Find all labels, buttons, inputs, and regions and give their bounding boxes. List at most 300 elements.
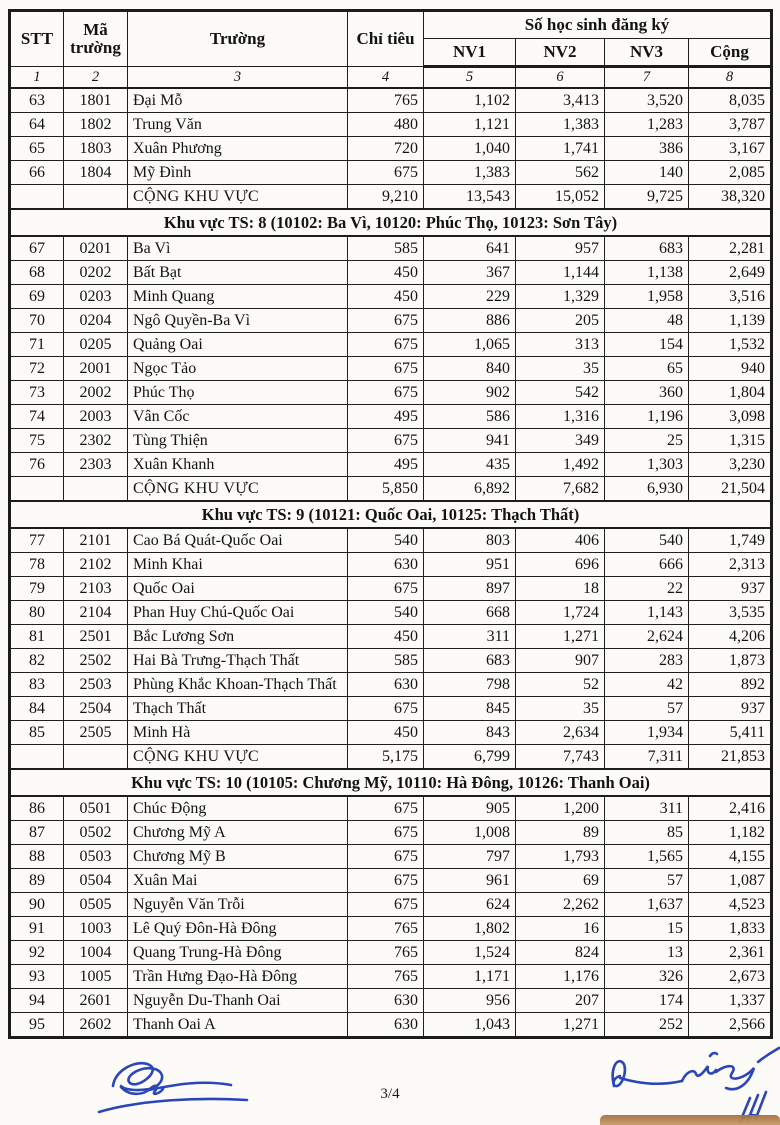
cell-school-code: 2104 bbox=[64, 601, 128, 625]
cell-school-code: 0502 bbox=[64, 821, 128, 845]
school-row bbox=[10, 649, 772, 673]
cell-total: 3,787 bbox=[689, 113, 772, 137]
cell-school-code: 2102 bbox=[64, 553, 128, 577]
cell-nv1: 840 bbox=[424, 357, 516, 381]
cell-school-code: 1003 bbox=[64, 917, 128, 941]
cell-school-name: Ngô Quyền-Ba Vì bbox=[128, 309, 348, 333]
school-row bbox=[10, 697, 772, 721]
cell-stt: 64 bbox=[10, 113, 64, 137]
cell-nv3: 360 bbox=[605, 381, 689, 405]
cell-quota: 450 bbox=[348, 285, 424, 309]
cell-nv3: 140 bbox=[605, 161, 689, 185]
cell-nv1: 1,524 bbox=[424, 941, 516, 965]
school-row bbox=[10, 869, 772, 893]
cell-nv2: 1,724 bbox=[516, 601, 605, 625]
cell-school-name: Xuân Phương bbox=[128, 137, 348, 161]
school-row bbox=[10, 381, 772, 405]
school-row bbox=[10, 625, 772, 649]
cell-nv1: 905 bbox=[424, 796, 516, 821]
cell-nv1: 1,040 bbox=[424, 137, 516, 161]
cell-nv1: 1,171 bbox=[424, 965, 516, 989]
cell-school-name: Chương Mỹ B bbox=[128, 845, 348, 869]
cell-nv2: 1,271 bbox=[516, 1013, 605, 1038]
school-row bbox=[10, 309, 772, 333]
cell-school-code: 1004 bbox=[64, 941, 128, 965]
cell-nv1: 797 bbox=[424, 845, 516, 869]
cell-total: 38,320 bbox=[689, 185, 772, 210]
cell-school-code bbox=[64, 477, 128, 502]
cell-stt: 78 bbox=[10, 553, 64, 577]
cell-school-code: 2504 bbox=[64, 697, 128, 721]
cell-nv1: 311 bbox=[424, 625, 516, 649]
cell-school-name: Chương Mỹ A bbox=[128, 821, 348, 845]
cell-school-name: Minh Hà bbox=[128, 721, 348, 745]
cell-total: 21,504 bbox=[689, 477, 772, 502]
cell-nv1: 1,043 bbox=[424, 1013, 516, 1038]
cell-stt: 89 bbox=[10, 869, 64, 893]
col-header-total: Cộng bbox=[689, 39, 772, 67]
cell-stt: 75 bbox=[10, 429, 64, 453]
section-header-label: Khu vực TS: 8 (10102: Ba Vì, 10120: Phúc Thọ, 10123: Sơn Tây) bbox=[10, 209, 772, 236]
cell-quota: 675 bbox=[348, 161, 424, 185]
cell-nv1: 683 bbox=[424, 649, 516, 673]
cell-quota: 720 bbox=[348, 137, 424, 161]
cell-nv2: 406 bbox=[516, 528, 605, 553]
cell-school-code: 0504 bbox=[64, 869, 128, 893]
cell-region-total-label: CỘNG KHU VỰC bbox=[128, 477, 348, 502]
col-header-quota: Chỉ tiêu bbox=[348, 11, 424, 67]
cell-nv3: 1,565 bbox=[605, 845, 689, 869]
school-row bbox=[10, 113, 772, 137]
cell-nv2: 1,200 bbox=[516, 796, 605, 821]
cell-nv2: 957 bbox=[516, 236, 605, 261]
cell-school-code: 2505 bbox=[64, 721, 128, 745]
cell-nv3: 48 bbox=[605, 309, 689, 333]
cell-nv2: 52 bbox=[516, 673, 605, 697]
cell-quota: 480 bbox=[348, 113, 424, 137]
cell-stt: 81 bbox=[10, 625, 64, 649]
cell-nv1: 803 bbox=[424, 528, 516, 553]
cell-nv1: 668 bbox=[424, 601, 516, 625]
col-index-2: 2 bbox=[64, 67, 128, 89]
cell-quota: 675 bbox=[348, 357, 424, 381]
cell-total: 892 bbox=[689, 673, 772, 697]
cell-nv2: 35 bbox=[516, 697, 605, 721]
school-row bbox=[10, 721, 772, 745]
signature-left-icon bbox=[85, 1056, 255, 1120]
signature-right bbox=[598, 1040, 780, 1125]
school-row bbox=[10, 845, 772, 869]
cell-school-name: Thạch Thất bbox=[128, 697, 348, 721]
table-body bbox=[10, 88, 772, 1038]
cell-nv2: 562 bbox=[516, 161, 605, 185]
cell-quota: 495 bbox=[348, 453, 424, 477]
cell-nv1: 902 bbox=[424, 381, 516, 405]
school-row bbox=[10, 796, 772, 821]
cell-nv3: 666 bbox=[605, 553, 689, 577]
cell-school-name: Xuân Mai bbox=[128, 869, 348, 893]
school-row bbox=[10, 528, 772, 553]
cell-school-code: 0503 bbox=[64, 845, 128, 869]
cell-stt: 77 bbox=[10, 528, 64, 553]
col-index-4: 4 bbox=[348, 67, 424, 89]
cell-nv3: 252 bbox=[605, 1013, 689, 1038]
cell-school-name: Trung Văn bbox=[128, 113, 348, 137]
school-row bbox=[10, 989, 772, 1013]
cell-school-code: 0505 bbox=[64, 893, 128, 917]
col-header-school: Trường bbox=[128, 11, 348, 67]
col-header-nv3: NV3 bbox=[605, 39, 689, 67]
cell-nv1: 229 bbox=[424, 285, 516, 309]
cell-school-code: 2302 bbox=[64, 429, 128, 453]
cell-total: 1,315 bbox=[689, 429, 772, 453]
school-row bbox=[10, 405, 772, 429]
cell-nv2: 696 bbox=[516, 553, 605, 577]
cell-region-total-label: CỘNG KHU VỰC bbox=[128, 185, 348, 210]
cell-nv1: 1,065 bbox=[424, 333, 516, 357]
section-header-label: Khu vực TS: 10 (10105: Chương Mỹ, 10110: Hà Đông, 10126: Thanh Oai) bbox=[10, 769, 772, 796]
cell-school-name: Hai Bà Trưng-Thạch Thất bbox=[128, 649, 348, 673]
cell-total: 2,085 bbox=[689, 161, 772, 185]
cell-nv2: 1,383 bbox=[516, 113, 605, 137]
cell-school-code: 0203 bbox=[64, 285, 128, 309]
cell-nv2: 1,176 bbox=[516, 965, 605, 989]
cell-total: 3,516 bbox=[689, 285, 772, 309]
cell-nv2: 824 bbox=[516, 941, 605, 965]
region-total-row bbox=[10, 185, 772, 210]
cell-quota: 630 bbox=[348, 989, 424, 1013]
cell-quota: 675 bbox=[348, 845, 424, 869]
cell-total: 2,313 bbox=[689, 553, 772, 577]
cell-nv3: 25 bbox=[605, 429, 689, 453]
cell-stt: 86 bbox=[10, 796, 64, 821]
cell-quota: 585 bbox=[348, 649, 424, 673]
cell-total: 2,566 bbox=[689, 1013, 772, 1038]
cell-quota: 675 bbox=[348, 381, 424, 405]
cell-stt: 84 bbox=[10, 697, 64, 721]
cell-school-code: 1803 bbox=[64, 137, 128, 161]
cell-school-name: Bắc Lương Sơn bbox=[128, 625, 348, 649]
column-index-row bbox=[10, 67, 772, 89]
cell-nv1: 897 bbox=[424, 577, 516, 601]
cell-school-name: Tùng Thiện bbox=[128, 429, 348, 453]
cell-total: 940 bbox=[689, 357, 772, 381]
cell-quota: 675 bbox=[348, 821, 424, 845]
cell-stt: 76 bbox=[10, 453, 64, 477]
cell-total: 2,673 bbox=[689, 965, 772, 989]
cell-school-code: 2601 bbox=[64, 989, 128, 1013]
cell-quota: 540 bbox=[348, 601, 424, 625]
cell-nv3: 1,138 bbox=[605, 261, 689, 285]
cell-stt: 63 bbox=[10, 88, 64, 113]
cell-nv1: 886 bbox=[424, 309, 516, 333]
cell-school-name: Minh Quang bbox=[128, 285, 348, 309]
cell-stt: 80 bbox=[10, 601, 64, 625]
cell-nv1: 941 bbox=[424, 429, 516, 453]
cell-quota: 675 bbox=[348, 333, 424, 357]
school-row bbox=[10, 236, 772, 261]
cell-total: 3,167 bbox=[689, 137, 772, 161]
cell-nv1: 6,799 bbox=[424, 745, 516, 770]
cell-stt: 82 bbox=[10, 649, 64, 673]
cell-quota: 585 bbox=[348, 236, 424, 261]
cell-stt bbox=[10, 477, 64, 502]
cell-school-code: 1804 bbox=[64, 161, 128, 185]
scan-edge-artifact bbox=[600, 1115, 780, 1125]
cell-school-code: 0205 bbox=[64, 333, 128, 357]
cell-school-name: Chúc Động bbox=[128, 796, 348, 821]
cell-quota: 675 bbox=[348, 869, 424, 893]
region-total-row bbox=[10, 745, 772, 770]
cell-school-name: Quang Trung-Hà Đông bbox=[128, 941, 348, 965]
cell-quota: 630 bbox=[348, 673, 424, 697]
cell-nv1: 951 bbox=[424, 553, 516, 577]
cell-total: 8,035 bbox=[689, 88, 772, 113]
region-total-row bbox=[10, 477, 772, 502]
cell-nv2: 69 bbox=[516, 869, 605, 893]
enrollment-table bbox=[8, 9, 773, 1039]
cell-stt: 90 bbox=[10, 893, 64, 917]
cell-nv2: 1,316 bbox=[516, 405, 605, 429]
school-row bbox=[10, 577, 772, 601]
header-row-1 bbox=[10, 11, 772, 39]
cell-nv2: 907 bbox=[516, 649, 605, 673]
cell-nv3: 311 bbox=[605, 796, 689, 821]
cell-nv2: 542 bbox=[516, 381, 605, 405]
cell-nv3: 65 bbox=[605, 357, 689, 381]
cell-nv2: 89 bbox=[516, 821, 605, 845]
cell-nv3: 1,143 bbox=[605, 601, 689, 625]
cell-nv2: 205 bbox=[516, 309, 605, 333]
school-row bbox=[10, 429, 772, 453]
cell-school-name: Đại Mỗ bbox=[128, 88, 348, 113]
cell-nv3: 1,303 bbox=[605, 453, 689, 477]
cell-school-code: 1005 bbox=[64, 965, 128, 989]
cell-total: 1,833 bbox=[689, 917, 772, 941]
cell-nv1: 845 bbox=[424, 697, 516, 721]
cell-total: 937 bbox=[689, 577, 772, 601]
cell-school-code: 2602 bbox=[64, 1013, 128, 1038]
cell-stt: 91 bbox=[10, 917, 64, 941]
cell-nv3: 1,934 bbox=[605, 721, 689, 745]
cell-nv2: 1,492 bbox=[516, 453, 605, 477]
cell-quota: 630 bbox=[348, 1013, 424, 1038]
cell-nv3: 174 bbox=[605, 989, 689, 1013]
cell-stt: 74 bbox=[10, 405, 64, 429]
cell-total: 1,749 bbox=[689, 528, 772, 553]
cell-nv1: 1,121 bbox=[424, 113, 516, 137]
cell-nv2: 1,271 bbox=[516, 625, 605, 649]
cell-school-code: 1802 bbox=[64, 113, 128, 137]
cell-stt: 69 bbox=[10, 285, 64, 309]
cell-school-name: Ngọc Tảo bbox=[128, 357, 348, 381]
cell-total: 4,206 bbox=[689, 625, 772, 649]
col-header-registered-group: Số học sinh đăng ký bbox=[424, 11, 772, 39]
cell-school-code: 2503 bbox=[64, 673, 128, 697]
cell-school-name: Minh Khai bbox=[128, 553, 348, 577]
cell-school-name: Ba Vì bbox=[128, 236, 348, 261]
school-row bbox=[10, 941, 772, 965]
cell-nv3: 9,725 bbox=[605, 185, 689, 210]
cell-stt: 94 bbox=[10, 989, 64, 1013]
cell-stt: 87 bbox=[10, 821, 64, 845]
col-index-8: 8 bbox=[689, 67, 772, 89]
cell-quota: 675 bbox=[348, 796, 424, 821]
cell-stt: 83 bbox=[10, 673, 64, 697]
cell-quota: 450 bbox=[348, 625, 424, 649]
cell-stt: 65 bbox=[10, 137, 64, 161]
cell-nv3: 22 bbox=[605, 577, 689, 601]
cell-school-name: Xuân Khanh bbox=[128, 453, 348, 477]
cell-nv2: 349 bbox=[516, 429, 605, 453]
cell-school-code: 2001 bbox=[64, 357, 128, 381]
cell-nv1: 1,008 bbox=[424, 821, 516, 845]
cell-quota: 450 bbox=[348, 261, 424, 285]
school-row bbox=[10, 965, 772, 989]
cell-nv2: 7,682 bbox=[516, 477, 605, 502]
cell-school-name: Bất Bạt bbox=[128, 261, 348, 285]
section-header-row bbox=[10, 769, 772, 796]
col-header-school-code: Mã trường bbox=[64, 11, 128, 67]
cell-nv1: 435 bbox=[424, 453, 516, 477]
cell-quota: 675 bbox=[348, 893, 424, 917]
school-row bbox=[10, 453, 772, 477]
col-index-1: 1 bbox=[10, 67, 64, 89]
cell-school-code: 2502 bbox=[64, 649, 128, 673]
cell-region-total-label: CỘNG KHU VỰC bbox=[128, 745, 348, 770]
cell-school-name: Cao Bá Quát-Quốc Oai bbox=[128, 528, 348, 553]
cell-nv1: 1,102 bbox=[424, 88, 516, 113]
cell-school-code: 0501 bbox=[64, 796, 128, 821]
cell-stt: 79 bbox=[10, 577, 64, 601]
cell-school-code: 2101 bbox=[64, 528, 128, 553]
cell-total: 1,182 bbox=[689, 821, 772, 845]
cell-stt: 68 bbox=[10, 261, 64, 285]
cell-nv2: 16 bbox=[516, 917, 605, 941]
cell-total: 4,155 bbox=[689, 845, 772, 869]
cell-school-name: Nguyễn Văn Trỗi bbox=[128, 893, 348, 917]
cell-nv3: 3,520 bbox=[605, 88, 689, 113]
cell-school-code: 2003 bbox=[64, 405, 128, 429]
cell-stt: 72 bbox=[10, 357, 64, 381]
cell-school-code: 2501 bbox=[64, 625, 128, 649]
cell-quota: 765 bbox=[348, 941, 424, 965]
section-header-label: Khu vực TS: 9 (10121: Quốc Oai, 10125: Thạch Thất) bbox=[10, 501, 772, 528]
cell-nv3: 1,958 bbox=[605, 285, 689, 309]
cell-stt: 95 bbox=[10, 1013, 64, 1038]
cell-school-code: 2303 bbox=[64, 453, 128, 477]
school-row bbox=[10, 357, 772, 381]
cell-total: 1,873 bbox=[689, 649, 772, 673]
cell-school-code: 0204 bbox=[64, 309, 128, 333]
cell-stt bbox=[10, 185, 64, 210]
cell-school-name: Mỹ Đình bbox=[128, 161, 348, 185]
school-row bbox=[10, 673, 772, 697]
school-row bbox=[10, 137, 772, 161]
cell-quota: 675 bbox=[348, 697, 424, 721]
cell-school-name: Phan Huy Chú-Quốc Oai bbox=[128, 601, 348, 625]
cell-nv3: 42 bbox=[605, 673, 689, 697]
cell-total: 937 bbox=[689, 697, 772, 721]
cell-stt: 85 bbox=[10, 721, 64, 745]
cell-school-code: 0202 bbox=[64, 261, 128, 285]
cell-nv1: 13,543 bbox=[424, 185, 516, 210]
cell-stt: 70 bbox=[10, 309, 64, 333]
cell-nv2: 35 bbox=[516, 357, 605, 381]
cell-nv3: 683 bbox=[605, 236, 689, 261]
cell-quota: 495 bbox=[348, 405, 424, 429]
cell-school-code: 1801 bbox=[64, 88, 128, 113]
cell-nv2: 18 bbox=[516, 577, 605, 601]
cell-nv2: 1,793 bbox=[516, 845, 605, 869]
cell-nv3: 154 bbox=[605, 333, 689, 357]
cell-school-code bbox=[64, 185, 128, 210]
cell-nv3: 540 bbox=[605, 528, 689, 553]
cell-quota: 675 bbox=[348, 429, 424, 453]
cell-nv2: 7,743 bbox=[516, 745, 605, 770]
cell-nv2: 15,052 bbox=[516, 185, 605, 210]
school-row bbox=[10, 261, 772, 285]
cell-total: 1,532 bbox=[689, 333, 772, 357]
col-header-stt: STT bbox=[10, 11, 64, 67]
cell-school-code: 2103 bbox=[64, 577, 128, 601]
section-header-row bbox=[10, 209, 772, 236]
cell-total: 1,139 bbox=[689, 309, 772, 333]
cell-nv1: 798 bbox=[424, 673, 516, 697]
cell-school-name: Nguyễn Du-Thanh Oai bbox=[128, 989, 348, 1013]
cell-nv2: 313 bbox=[516, 333, 605, 357]
school-row bbox=[10, 161, 772, 185]
cell-school-code bbox=[64, 745, 128, 770]
cell-total: 4,523 bbox=[689, 893, 772, 917]
cell-nv2: 1,741 bbox=[516, 137, 605, 161]
cell-stt: 93 bbox=[10, 965, 64, 989]
cell-total: 1,337 bbox=[689, 989, 772, 1013]
cell-school-name: Phúc Thọ bbox=[128, 381, 348, 405]
cell-nv1: 641 bbox=[424, 236, 516, 261]
cell-stt: 88 bbox=[10, 845, 64, 869]
cell-nv3: 85 bbox=[605, 821, 689, 845]
cell-nv1: 6,892 bbox=[424, 477, 516, 502]
cell-nv2: 3,413 bbox=[516, 88, 605, 113]
cell-total: 1,804 bbox=[689, 381, 772, 405]
cell-nv3: 2,624 bbox=[605, 625, 689, 649]
signature-right-icon bbox=[598, 1040, 780, 1125]
cell-quota: 675 bbox=[348, 577, 424, 601]
cell-quota: 630 bbox=[348, 553, 424, 577]
cell-stt: 67 bbox=[10, 236, 64, 261]
school-row bbox=[10, 553, 772, 577]
cell-school-name: Quảng Oai bbox=[128, 333, 348, 357]
col-index-3: 3 bbox=[128, 67, 348, 89]
school-row bbox=[10, 285, 772, 309]
cell-quota: 450 bbox=[348, 721, 424, 745]
cell-quota: 765 bbox=[348, 88, 424, 113]
cell-total: 3,230 bbox=[689, 453, 772, 477]
cell-total: 3,098 bbox=[689, 405, 772, 429]
cell-nv3: 386 bbox=[605, 137, 689, 161]
cell-quota: 9,210 bbox=[348, 185, 424, 210]
cell-nv2: 2,262 bbox=[516, 893, 605, 917]
col-index-6: 6 bbox=[516, 67, 605, 89]
cell-nv3: 57 bbox=[605, 869, 689, 893]
cell-total: 2,649 bbox=[689, 261, 772, 285]
cell-stt: 71 bbox=[10, 333, 64, 357]
cell-nv1: 843 bbox=[424, 721, 516, 745]
cell-nv3: 1,196 bbox=[605, 405, 689, 429]
cell-nv1: 961 bbox=[424, 869, 516, 893]
cell-nv1: 1,802 bbox=[424, 917, 516, 941]
